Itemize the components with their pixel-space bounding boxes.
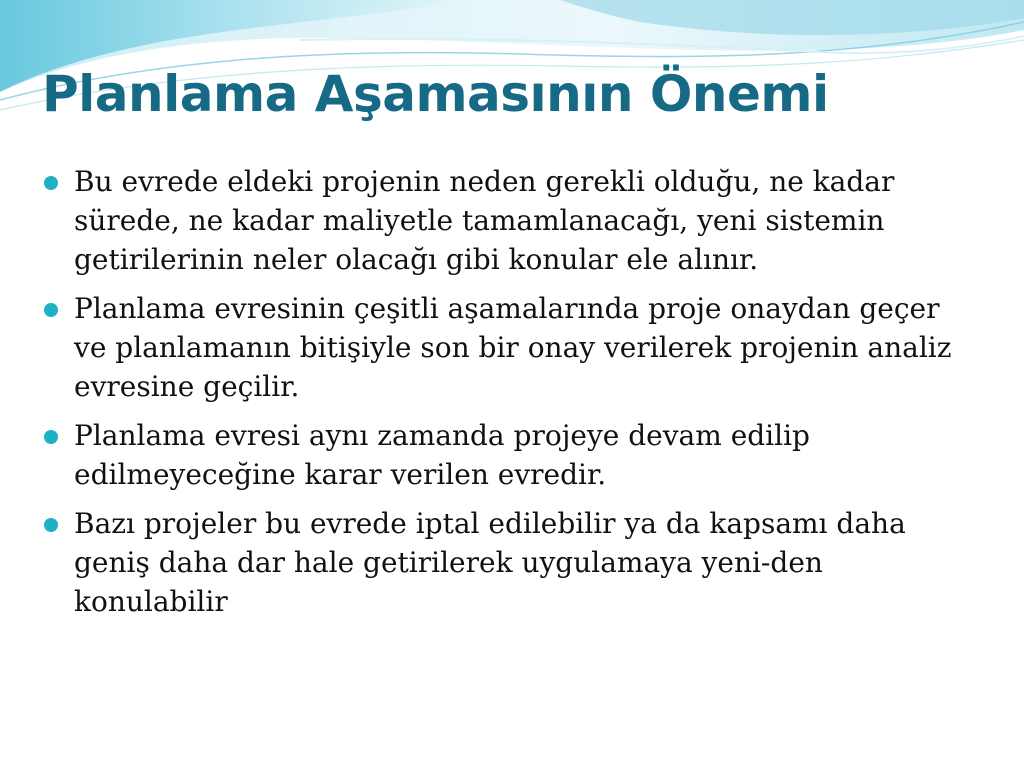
bullet-text: Bazı projeler bu evrede iptal edilebilir ya da kapsamı daha geniş daha dar hale getirilerek uygulamaya yeni-den konulabilir [74, 507, 906, 618]
bullet-icon [44, 303, 58, 317]
bullet-text: Planlama evresinin çeşitli aşamalarında proje onaydan geçer ve planlamanın bitişiyle son bir onay verilerek projenin analiz evresine geçilir. [74, 292, 952, 403]
bullet-text: Bu evrede eldeki projenin neden gerekli olduğu, ne kadar sürede, ne kadar maliyetle tamamlanacağı, yeni sistemin getirilerinin neler olacağı gibi konular ele alınır. [74, 165, 895, 276]
bullet-text: Planlama evresi aynı zamanda projeye devam edilip edilmeyeceğine karar verilen evredir. [74, 419, 810, 491]
bullet-list [42, 162, 962, 631]
bullet-icon [44, 176, 58, 190]
list-item [42, 504, 962, 621]
bullet-icon [44, 518, 58, 532]
list-item [42, 289, 962, 406]
list-item [42, 416, 962, 494]
list-item [42, 162, 962, 279]
slide-title: Planlama Aşamasının Önemi [42, 65, 829, 123]
bullet-icon [44, 430, 58, 444]
